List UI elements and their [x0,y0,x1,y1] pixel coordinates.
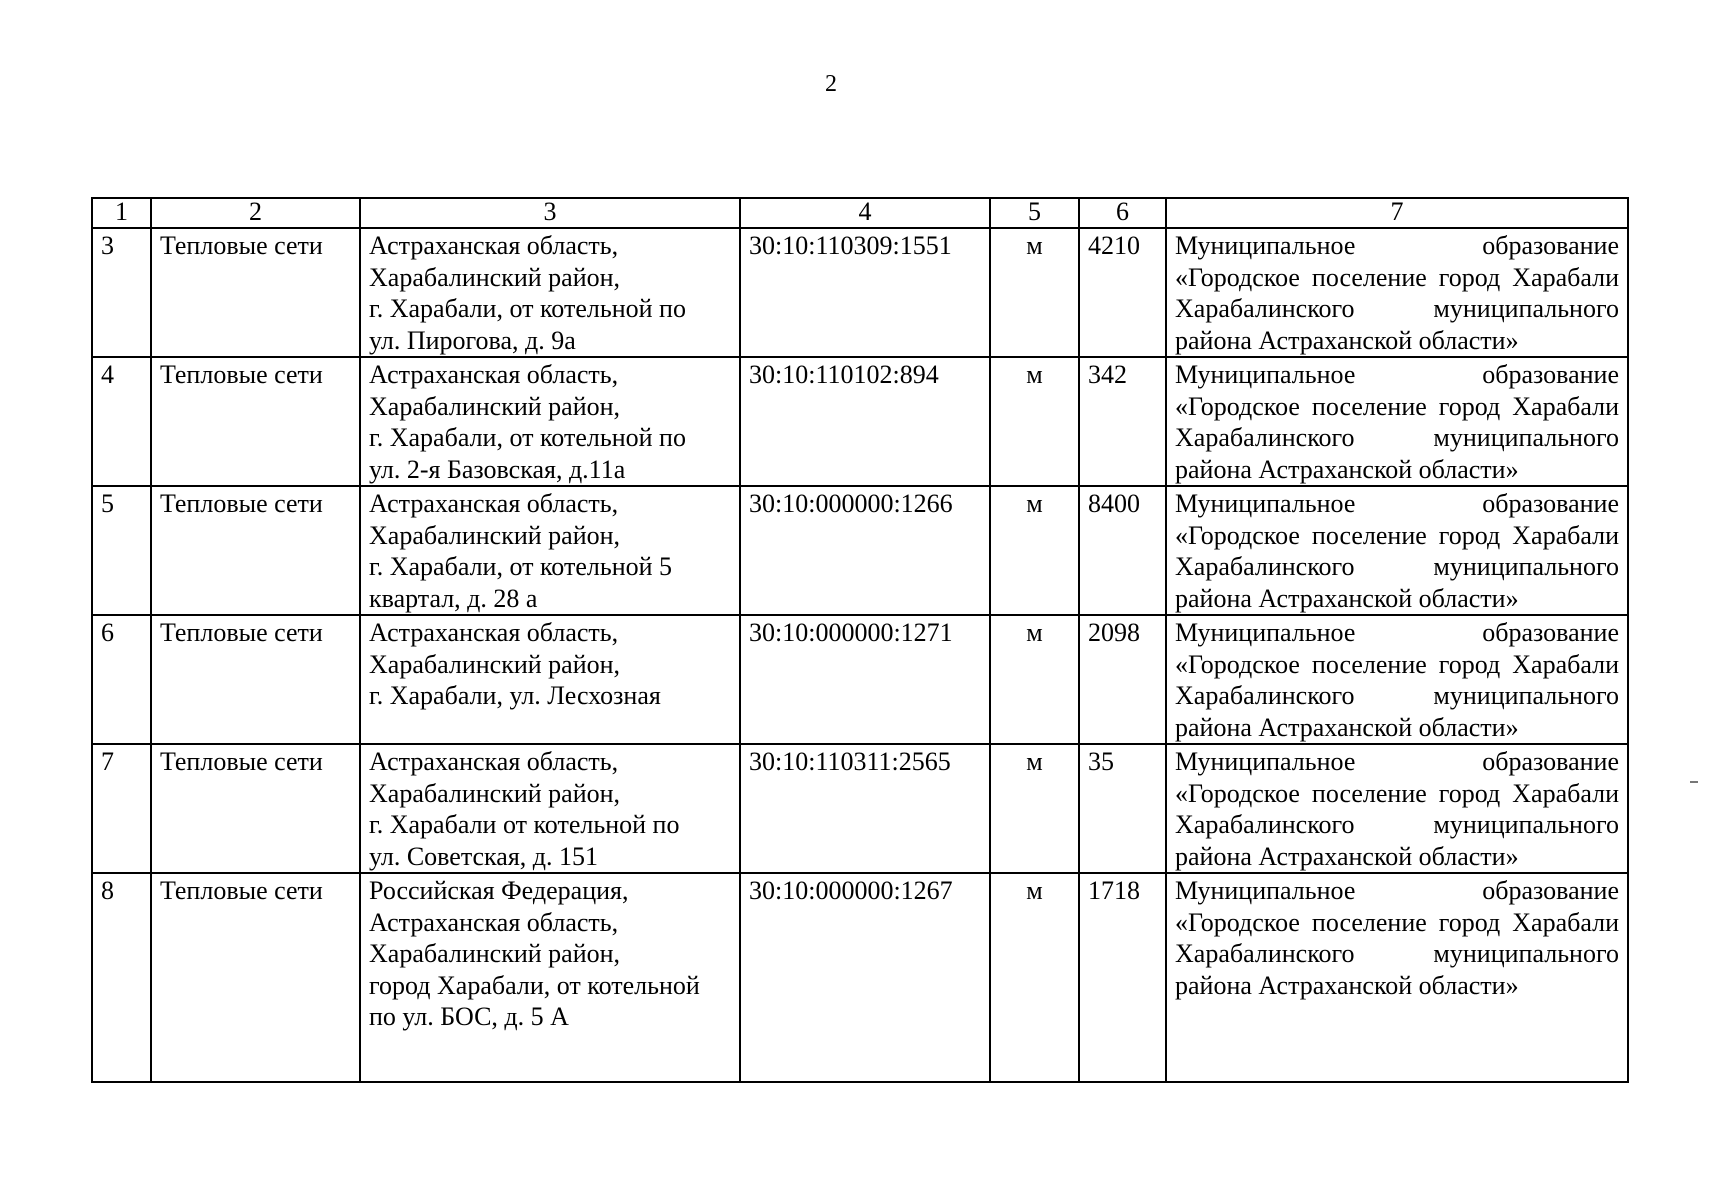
address-cell [360,228,740,357]
address-line: г. Харабали, ул. Лесхозная [369,681,661,710]
object-name-cell: Тепловые сети [151,357,360,486]
table-row [92,228,1628,357]
object-name-cell: Тепловые сети [151,228,360,357]
object-name-cell: Тепловые сети [151,873,360,1082]
owner-cell: Муниципальное образование «Городское поселение город Харабали Харабалинского муниципального района Астраханской области» [1166,873,1628,1082]
address-line: г. Харабали, от котельной по [369,423,686,452]
address-line: Харабалинский район, [369,778,621,808]
page-number: 2 [825,71,837,97]
address-line: ул. Пирогова, д. 9а [369,325,576,355]
column-header: 4 [740,198,990,228]
column-header: 2 [151,198,360,228]
address-line: Харабалинский район, [369,520,621,550]
cadastral-number-cell: 30:10:000000:1266 [740,486,990,615]
owner-cell: Муниципальное образование «Городское поселение город Харабали Харабалинского муниципального района Астраханской области» [1166,486,1628,615]
address-line: Астраханская область, [369,489,619,518]
unit-cell: м [990,615,1079,744]
address-line: квартал, д. 28 а [369,583,538,613]
cadastral-number-cell: 30:10:110311:2565 [740,744,990,873]
owner-cell: Муниципальное образование «Городское поселение город Харабали Харабалинского муниципального района Астраханской области» [1166,744,1628,873]
cadastral-number-cell: 30:10:110102:894 [740,357,990,486]
address-line: ул. 2-я Базовская, д.11а [369,454,626,484]
row-number-cell: 4 [92,357,151,486]
quantity-cell: 35 [1079,744,1166,873]
owner-cell: Муниципальное образование «Городское поселение город Харабали Харабалинского муниципального района Астраханской области» [1166,615,1628,744]
object-name-cell: Тепловые сети [151,615,360,744]
address-cell [360,615,740,744]
unit-cell: м [990,486,1079,615]
column-header: 6 [1079,198,1166,228]
address-line: Российская Федерация, [369,876,629,905]
row-number-cell: 5 [92,486,151,615]
column-header: 7 [1166,198,1628,228]
row-number-cell: 7 [92,744,151,873]
table-body [92,228,1628,1082]
table-row [92,744,1628,873]
address-cell [360,873,740,1082]
object-name-cell: Тепловые сети [151,744,360,873]
address-line: г. Харабали, от котельной по [369,294,686,323]
address-line: ул. Советская, д. 151 [369,841,599,871]
address-cell [360,744,740,873]
row-number-cell: 6 [92,615,151,744]
column-header: 3 [360,198,740,228]
owner-cell: Муниципальное образование «Городское поселение город Харабали Харабалинского муниципального района Астраханской области» [1166,228,1628,357]
table-header-row [92,198,1628,228]
cadastral-number-cell: 30:10:000000:1271 [740,615,990,744]
table-row [92,486,1628,615]
unit-cell: м [990,228,1079,357]
object-name-cell: Тепловые сети [151,486,360,615]
address-line: Астраханская область, [369,231,619,260]
owner-cell: Муниципальное образование «Городское поселение город Харабали Харабалинского муниципального района Астраханской области» [1166,357,1628,486]
quantity-cell: 1718 [1079,873,1166,1082]
quantity-cell: 342 [1079,357,1166,486]
quantity-cell: 8400 [1079,486,1166,615]
column-header: 5 [990,198,1079,228]
unit-cell: м [990,744,1079,873]
property-table [91,197,1629,1083]
address-line: г. Харабали, от котельной 5 [369,552,673,581]
unit-cell: м [990,873,1079,1082]
row-number-cell: 8 [92,873,151,1082]
unit-cell: м [990,357,1079,486]
address-line: Харабалинский район, [369,262,621,292]
address-line: Астраханская область, [369,360,619,389]
address-cell [360,486,740,615]
address-line: город Харабали, от котельной [369,970,700,1000]
address-line: Харабалинский район, [369,939,621,968]
table-row [92,615,1628,744]
address-line: Харабалинский район, [369,391,621,421]
address-line: по ул. БОС, д. 5 А [369,1002,569,1031]
address-line: Астраханская область, [369,618,619,647]
address-line: Харабалинский район, [369,649,621,679]
row-number-cell: 3 [92,228,151,357]
scan-mark [1690,781,1698,783]
address-cell [360,357,740,486]
address-line: Астраханская область, [369,747,619,776]
address-line: г. Харабали от котельной по [369,810,680,839]
table-row [92,873,1628,1082]
quantity-cell: 4210 [1079,228,1166,357]
table-row [92,357,1628,486]
cadastral-number-cell: 30:10:000000:1267 [740,873,990,1082]
cadastral-number-cell: 30:10:110309:1551 [740,228,990,357]
quantity-cell: 2098 [1079,615,1166,744]
column-header: 1 [92,198,151,228]
address-line: Астраханская область, [369,907,619,937]
